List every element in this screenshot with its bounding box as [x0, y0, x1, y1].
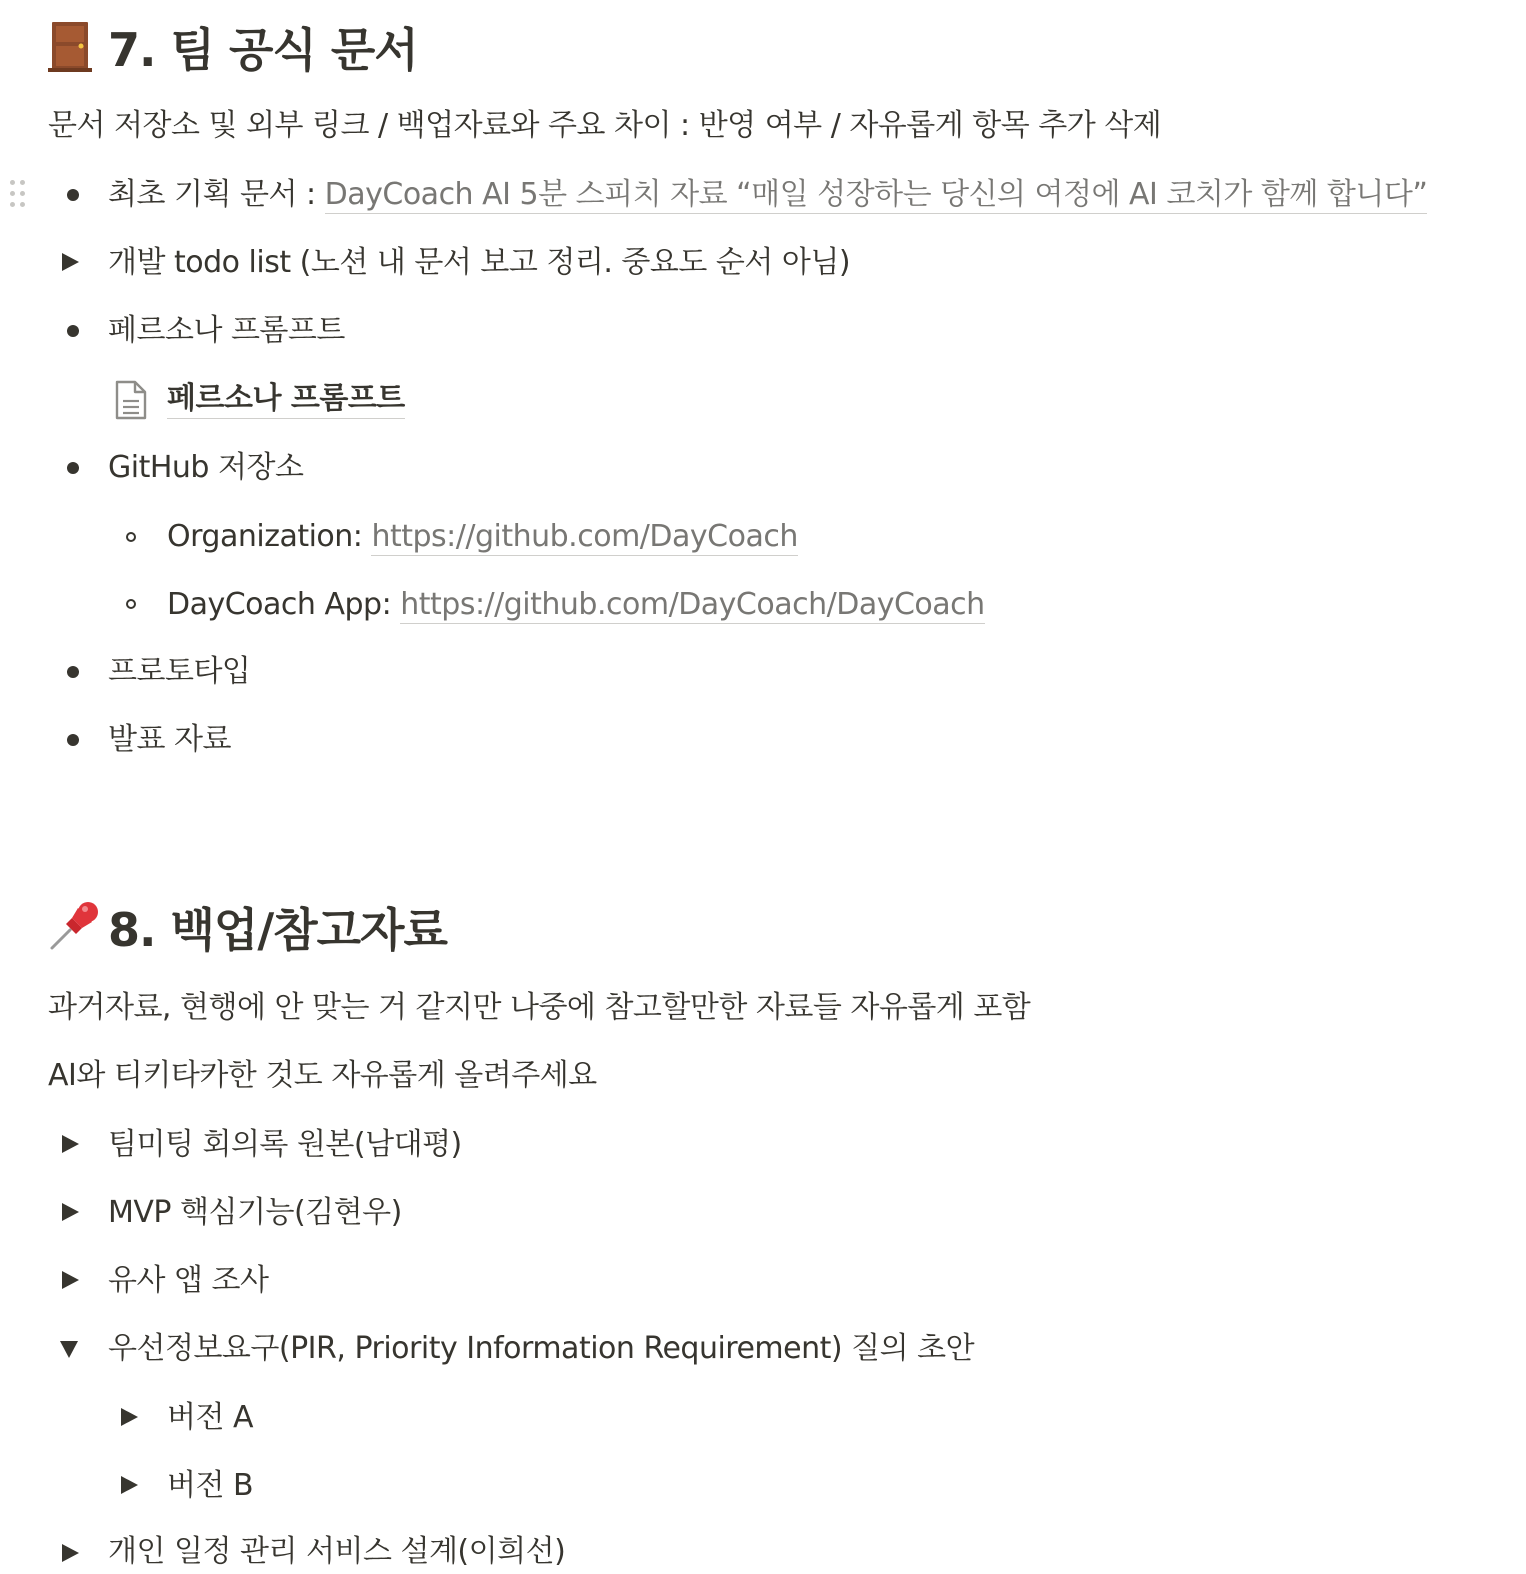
toggle-version-a[interactable]: 버전 A [167, 1400, 254, 1435]
sub-list-item [167, 515, 798, 559]
sub-list-item-label: Organization: [167, 519, 372, 554]
github-org-link[interactable]: https://github.com/DayCoach [371, 519, 798, 554]
page-icon [114, 380, 148, 424]
toggle-arrow-icon[interactable] [62, 253, 79, 271]
pushpin-icon [48, 900, 100, 964]
drag-handle-icon[interactable] [10, 180, 30, 210]
toggle-pir-draft[interactable]: 우선정보요구(PIR, Priority Information Requirement) 질의 초안 [108, 1331, 975, 1366]
page-link-label[interactable]: 페르소나 프롬프트 [167, 381, 405, 419]
sub-list-item [167, 583, 985, 627]
list-item: 페르소나 프롬프트 [108, 313, 345, 348]
list-item: GitHub 저장소 [108, 450, 304, 485]
toggle-similar-apps[interactable]: 유사 앱 조사 [108, 1263, 269, 1298]
github-app-link[interactable]: https://github.com/DayCoach/DayCoach [400, 587, 985, 622]
section-8-title: 8. 백업/참고자료 [108, 903, 447, 957]
persona-prompt-page-link[interactable] [167, 377, 405, 421]
section-7-title: 7. 팀 공식 문서 [108, 23, 418, 77]
toggle-arrow-icon[interactable] [62, 1544, 79, 1562]
bullet-icon [67, 325, 79, 337]
bullet-icon [67, 734, 79, 746]
sub-bullet-icon [126, 599, 136, 609]
toggle-arrow-icon[interactable] [121, 1476, 138, 1494]
bullet-icon [67, 189, 79, 201]
section-8-description-2: AI와 티키타카한 것도 자유롭게 올려주세요 [48, 1058, 597, 1093]
toggle-arrow-icon[interactable] [62, 1271, 79, 1289]
section-8-heading [48, 900, 447, 964]
sub-list-item-label: DayCoach App: [167, 587, 401, 622]
list-item: 발표 자료 [108, 722, 231, 757]
toggle-arrow-open-icon[interactable] [60, 1341, 78, 1358]
list-item-label: 최초 기획 문서 : [108, 177, 325, 212]
section-7-heading [48, 20, 418, 84]
list-item [108, 173, 1427, 217]
sub-bullet-icon [126, 532, 136, 542]
section-8-description: 과거자료, 현행에 안 맞는 거 같지만 나중에 참고할만한 자료들 자유롭게 포함 [48, 990, 1031, 1025]
bullet-icon [67, 666, 79, 678]
toggle-meeting-notes[interactable]: 팀미팅 회의록 원본(남대평) [108, 1127, 462, 1162]
door-icon [48, 20, 100, 84]
planning-doc-link[interactable]: DayCoach AI 5분 스피치 자료 “매일 성장하는 당신의 여정에 AI 코치가 함께 합니다” [324, 177, 1428, 212]
bullet-icon [67, 462, 79, 474]
list-item: 프로토타입 [108, 654, 251, 689]
toggle-arrow-icon[interactable] [121, 1408, 138, 1426]
toggle-version-b[interactable]: 버전 B [167, 1468, 254, 1503]
section-7-description: 문서 저장소 및 외부 링크 / 백업자료와 주요 차이 : 반영 여부 / 자유롭게 항목 추가 삭제 [48, 108, 1162, 143]
toggle-dev-todo[interactable]: 개발 todo list (노션 내 문서 보고 정리. 중요도 순서 아님) [108, 245, 851, 280]
toggle-mvp-features[interactable]: MVP 핵심기능(김현우) [108, 1195, 402, 1230]
toggle-schedule-service[interactable]: 개인 일정 관리 서비스 설계(이희선) [108, 1534, 566, 1569]
toggle-arrow-icon[interactable] [62, 1135, 79, 1153]
toggle-arrow-icon[interactable] [62, 1203, 79, 1221]
